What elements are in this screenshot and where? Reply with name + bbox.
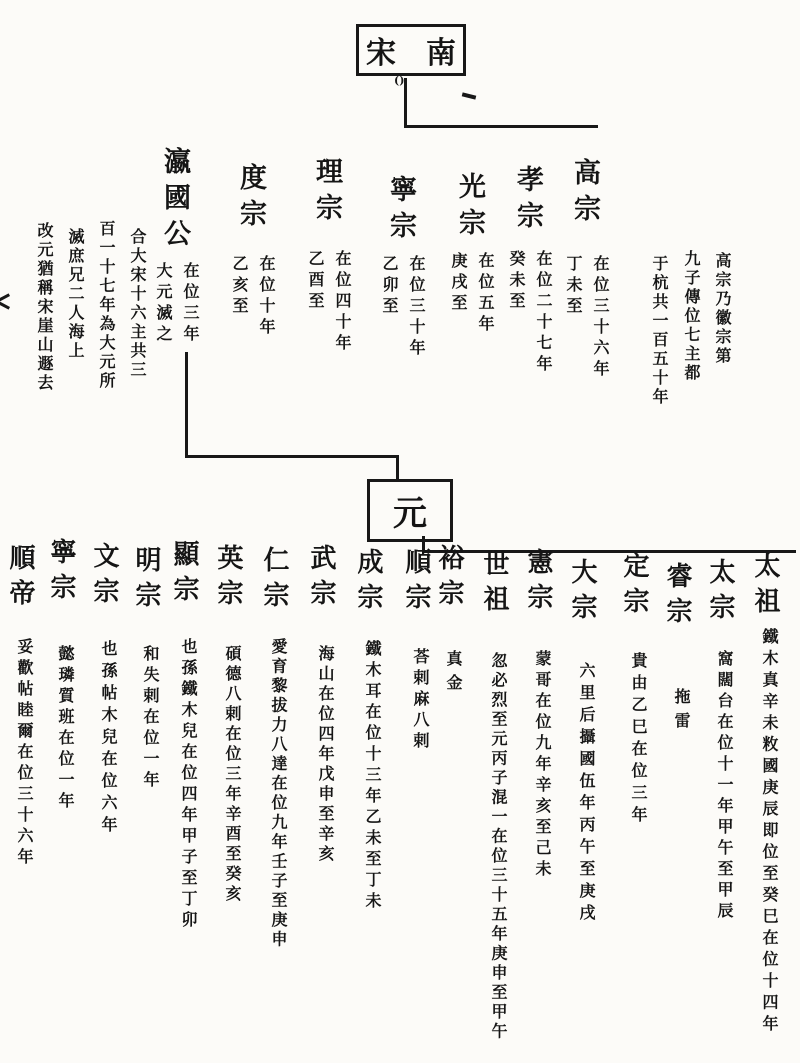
yuan-emperor-name: 仁宗 bbox=[259, 546, 289, 616]
song-dynasty-title: 宋南 bbox=[366, 36, 486, 71]
yuan-emperor-name: 太祖 bbox=[750, 552, 780, 622]
song-emperor-start-note: 庚戌至 bbox=[449, 252, 468, 315]
yuan-emperor-reign-note: 窩闊台在位十一年甲午至甲辰 bbox=[715, 650, 734, 923]
yuan-emperor-name: 大宗 bbox=[567, 558, 597, 628]
yuan-emperor-name: 明宗 bbox=[131, 546, 161, 616]
song-summary-note-column: 合大宋十六主共三 bbox=[128, 228, 147, 380]
scan-artifact-mark bbox=[0, 293, 10, 301]
song-summary-note-column: 改元猶稱宋崖山遯去 bbox=[35, 222, 54, 393]
yuan-emperor-name: 順宗 bbox=[401, 548, 431, 618]
yuan-emperor-name: 顯宗 bbox=[169, 540, 199, 610]
song-emperor-start-note: 大元滅之 bbox=[154, 262, 173, 346]
yuan-emperor-reign-note: 和失剌在位一年 bbox=[141, 645, 160, 792]
stray-tick-mark bbox=[462, 92, 477, 99]
yuan-emperor-name: 憲宗 bbox=[523, 548, 553, 618]
song-summary-note-column: 滅庶兄二人海上 bbox=[66, 228, 85, 361]
connector-ying-drop bbox=[185, 352, 188, 458]
song-emperor-reign-note: 在位二十七年 bbox=[534, 250, 553, 376]
yuan-emperor-name: 寧宗 bbox=[46, 538, 76, 608]
song-emperor-reign-note: 在位三年 bbox=[181, 262, 200, 346]
connector-song-horizontal bbox=[404, 125, 598, 128]
yuan-emperor-reign-note: 懿璘質班在位一年 bbox=[56, 645, 75, 813]
gaozong-side-note-column: 九子傳位七主都 bbox=[682, 250, 701, 383]
yuan-emperor-name: 順帝 bbox=[5, 544, 35, 614]
yuan-emperor-reign-note: 真金 bbox=[444, 650, 463, 698]
yuan-emperor-name: 世祖 bbox=[479, 550, 509, 620]
song-emperor-reign-note: 在位三十六年 bbox=[591, 255, 610, 381]
paren-artifact-mark: () bbox=[394, 74, 405, 87]
yuan-emperor-name: 成宗 bbox=[353, 548, 383, 618]
connector-yuan-top-drop bbox=[396, 455, 399, 481]
yuan-dynasty-title: 元 bbox=[393, 494, 427, 534]
song-emperor-reign-note: 在位五年 bbox=[476, 252, 495, 336]
song-emperor-name: 理宗 bbox=[311, 157, 342, 229]
song-emperor-start-note: 乙卯至 bbox=[380, 255, 399, 318]
yuan-emperor-reign-note: 忽必烈至元丙子混一在位三十五年庚申至甲午 bbox=[489, 652, 508, 1042]
song-emperor-name: 寧宗 bbox=[385, 175, 416, 247]
yuan-dynasty-title-box bbox=[367, 479, 453, 542]
yuan-emperor-reign-note: 貴由乙巳在位三年 bbox=[629, 652, 648, 828]
yuan-emperor-reign-note: 碩德八剌在位三年辛酉至癸亥 bbox=[223, 645, 242, 905]
song-emperor-start-note: 丁未至 bbox=[564, 255, 583, 318]
yuan-emperor-reign-note: 愛育黎拔力八達在位九年壬子至庚申 bbox=[269, 638, 288, 950]
song-emperor-name: 光宗 bbox=[454, 172, 485, 244]
song-emperor-start-note: 癸未至 bbox=[507, 250, 526, 313]
scan-artifact-mark bbox=[0, 301, 10, 309]
yuan-emperor-reign-note: 也孫鐵木兒在位四年甲子至丁卯 bbox=[179, 638, 198, 932]
connector-yuan-top-horizontal bbox=[185, 455, 399, 458]
yuan-emperor-name: 英宗 bbox=[213, 544, 243, 614]
song-emperor-reign-note: 在位四十年 bbox=[333, 250, 352, 355]
yuan-emperor-name: 太宗 bbox=[705, 558, 735, 628]
song-dynasty-title-box bbox=[356, 24, 486, 76]
yuan-emperor-reign-note: 鐵木真辛未敉國庚辰即位至癸巳在位十四年 bbox=[760, 628, 779, 1037]
connector-song-vertical bbox=[404, 78, 407, 128]
yuan-emperor-reign-note: 蒙哥在位九年辛亥至己未 bbox=[533, 650, 552, 881]
song-emperor-name: 孝宗 bbox=[512, 165, 543, 237]
song-emperor-reign-note: 在位十年 bbox=[257, 255, 276, 339]
song-emperor-name: 高宗 bbox=[569, 158, 600, 230]
yuan-emperor-name: 定宗 bbox=[619, 552, 649, 622]
yuan-emperor-reign-note: 拖雷 bbox=[672, 688, 691, 736]
yuan-emperor-reign-note: 鐵木耳在位十三年乙未至丁未 bbox=[363, 640, 382, 913]
yuan-emperor-reign-note: 荅剌麻八剌 bbox=[411, 648, 430, 753]
yuan-emperor-name: 睿宗 bbox=[662, 562, 692, 632]
song-emperor-start-note: 乙酉至 bbox=[306, 250, 325, 313]
yuan-emperor-name: 武宗 bbox=[306, 544, 336, 614]
yuan-emperor-reign-note: 妥歡帖睦爾在位三十六年 bbox=[15, 638, 34, 869]
yuan-emperor-reign-note: 六里后攝國伍年丙午至庚戌 bbox=[577, 662, 596, 926]
song-emperor-start-note: 乙亥至 bbox=[230, 255, 249, 318]
song-emperor-name: 瀛國公 bbox=[159, 147, 190, 255]
song-emperor-name: 度宗 bbox=[235, 163, 266, 235]
gaozong-side-note-column: 于杭共一百五十年 bbox=[650, 255, 669, 407]
song-summary-note-column: 百一十七年為大元所 bbox=[97, 220, 116, 391]
gaozong-side-note-column: 高宗乃徽宗第 bbox=[713, 252, 732, 366]
yuan-emperor-reign-note: 海山在位四年戊申至辛亥 bbox=[316, 645, 335, 865]
yuan-emperor-reign-note: 也孫帖木兒在位六年 bbox=[99, 640, 118, 838]
yuan-emperor-name: 裕宗 bbox=[434, 544, 464, 614]
yuan-emperor-name: 文宗 bbox=[89, 542, 119, 612]
song-emperor-reign-note: 在位三十年 bbox=[407, 255, 426, 360]
